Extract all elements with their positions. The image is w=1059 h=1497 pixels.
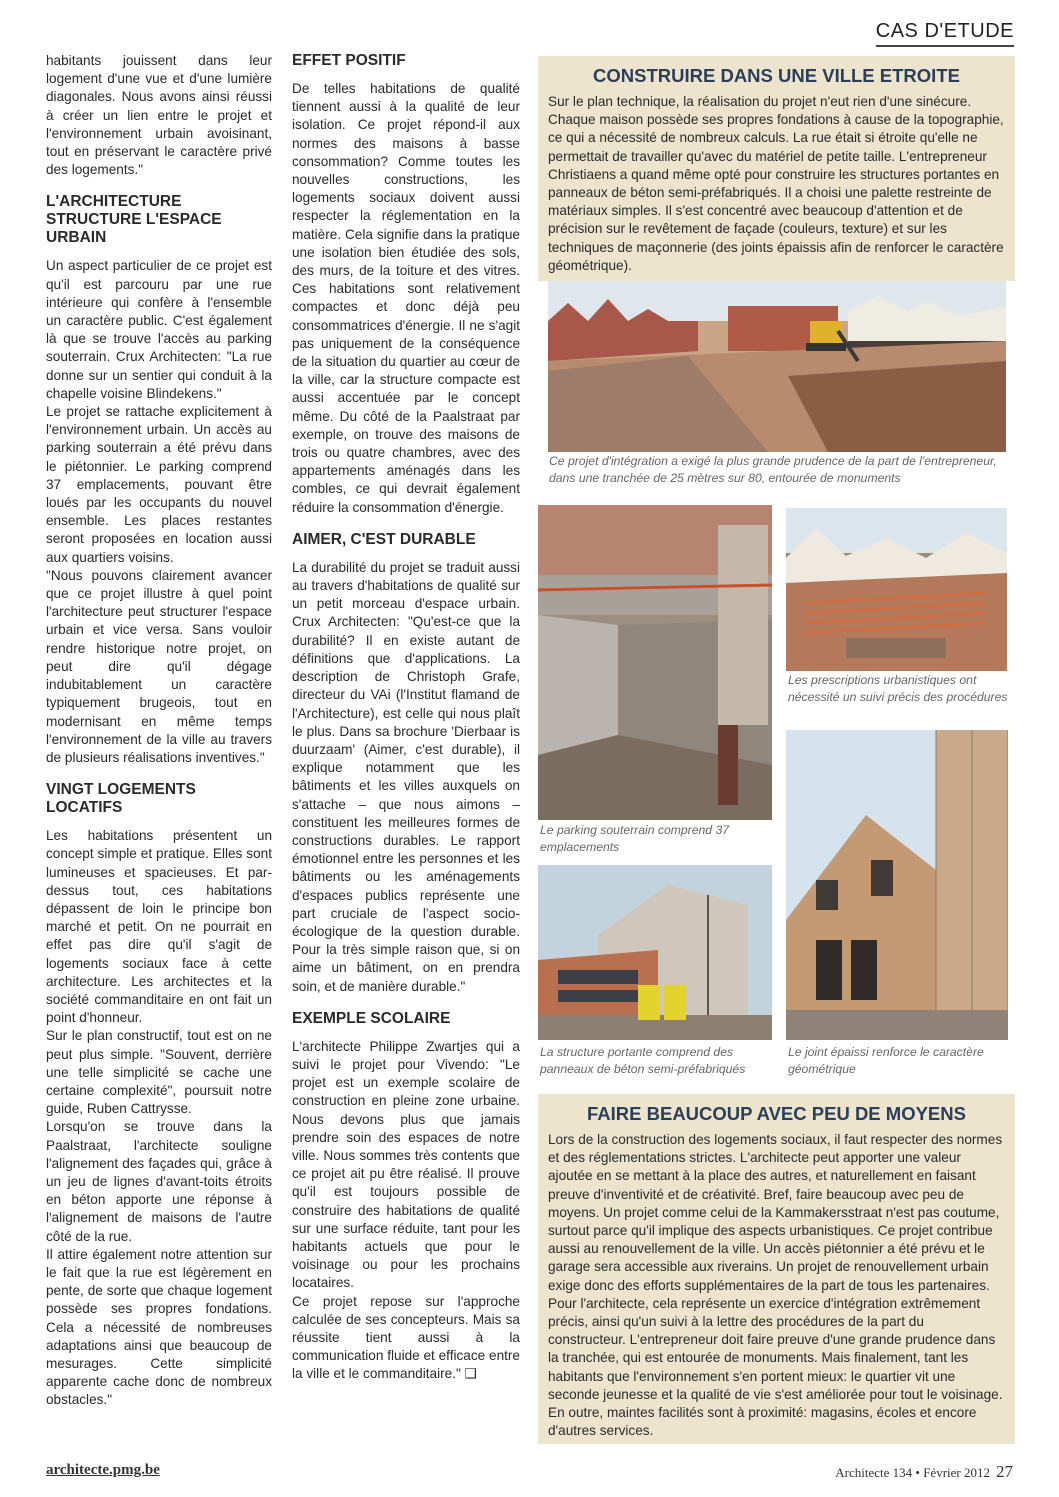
section-heading: EXEMPLE SCOLAIRE (292, 1009, 451, 1027)
article-column-1 (46, 52, 272, 1410)
box-title: FAIRE BEAUCOUP AVEC PEU DE MOYENS (587, 1103, 966, 1124)
paragraph: L'architecte Philippe Zwartjes qui a suivi le projet pour Vivendo: "Le projet est un exemple scolaire de construction en pleine zone urbaine. Nous devons plus que jamais prendre soin des espaces de notre ville. Nous sommes très contents que ce projet ait pu être réalisé. Il prouve qu'il est toujours possible de construire des habitations de qualité sur une surface réduite, tant pour les habitants actuels que pour le voisinage ou pour les prochains locataires. (292, 1038, 520, 1291)
photo-caption: Le joint épaissi renforce le caractère géométrique (788, 1045, 984, 1076)
page-footer (835, 1462, 1013, 1482)
section-heading: EFFET POSITIF (292, 52, 406, 69)
box-title: CONSTRUIRE DANS UNE VILLE ETROITE (593, 65, 960, 86)
paragraph: habitants jouissent dans leur logement d'une vue et d'une lumière diagonales. Nous avons ainsi réussi à créer un lien entre le projet et l'environnement urbain avoisinant, tout en préservant le caractère privé des logements." (46, 53, 272, 178)
paragraph: Sur le plan constructif, tout est on ne peut plus simple. "Souvent, derrière une telle simplicité se cache une certaine complexité", poursuit notre guide, Ruben Cattrysse. (46, 1028, 272, 1117)
parking-photo (538, 505, 772, 820)
paragraph: De telles habitations de qualité tiennent aussi à la qualité de leur isolation. Ce projet répond-il aux normes des maisons à basse consommation? Comme toutes les nouvelles constructions, les logements sociaux doivent aussi respecter la réglementation en la matière. Cela signifie dans la pratique une isolation bien étudiée des sols, des murs, de la toiture et des vitres. Ces habitations sont relativement compactes et donc déjà peu consommatrices d'énergie. Il ne s'agit pas uniquement de la conséquence de la situation du quartier au cœur de la ville, car la structure compacte est aussi accentuée par le concept même. Du côté de la Paalstraat par exemple, on trouve des maisons de trois ou quatre chambres, avec des appartements aménagés dans les combles, ce qui devrait également réduire la consommation d'énergie. (292, 81, 520, 515)
issue-info: Architecte 134 • Février 2012 (835, 1465, 990, 1480)
box-text: Lors de la construction des logements sociaux, il faut respecter des normes et des réglementations strictes. L'architecte peut apporter une valeur ajoutée en se mettant à la place des autres, et naturellement en faisant preuve d'inventivité et de créativité. Bref, faire beaucoup avec peu de moyens. Un projet comme celui de la Kammakersstraat n'est pas coutume, surtout parce qu'il implique des aspects urbanistiques. Ce projet contribue aussi au renouvellement de la ville. Un accès piétonnier a été prévu et le garage sera accessible aux riverains. Un projet de renouvellement urbain exige donc des efforts supplémentaires de la part de tous les partenaires. Pour l'architecte, cela représente un exercice d'intégration extrêmement précis, ainsi qu'un suivi à la lettre des procédures de la part du constructeur. L'entrepreneur doit faire preuve d'une grande prudence dans la tranchée, qui est entourée de monuments. Mais finalement, tant les habitants que l'environnement s'en portent mieux: le quartier vit une seconde jeunesse et la qualité de vie s'est améliorée pour tout le voisinage. En outre, maintes facilités sont à proximité: magasins, écoles et encore d'autres services. (548, 1132, 1003, 1439)
article-column-2 (292, 52, 520, 1384)
prescriptions-photo (786, 508, 1007, 671)
paragraph: Les habitations présentent un concept simple et pratique. Elles sont lumineuses et spacieuses. Et par-dessus tout, ces habitations dépassent de loin le principe bon marché et petit. On ne pourrait en effet pas dire qu'il s'agit de logements sociaux face à cette architecture. Les architectes et la société commanditaire en ont fait un point d'honneur. (46, 828, 272, 1026)
sidebar-box-few-means (538, 1094, 1015, 1444)
section-heading: VINGT LOGEMENTS LOCATIFS (46, 781, 196, 817)
photo-caption: Les prescriptions urbanistiques ont nécessité un suivi précis des procédures (788, 673, 1008, 704)
paragraph: Ce projet repose sur l'approche calculée de ses concepteurs. Mais sa réussite tient aussi à la communication fluide et efficace entre la ville et le commanditaire." ❑ (292, 1293, 520, 1382)
website-link[interactable]: architecte.pmg.be (46, 1462, 160, 1478)
section-heading: L'ARCHITECTURE STRUCTURE L'ESPACE URBAIN (46, 193, 222, 247)
paragraph: La durabilité du projet se traduit aussi au travers d'habitations de qualité sur un petit morceau d'espace urbain. Crux Architecten: "Qu'est-ce que la durabilité? Il en existe autant de définitions que d'applications. La description de Christoph Grafe, directeur du VAi (l'Institut flamand de l'Architecture), est celle qui nous plaît le plus. Dans sa brochure 'Dierbaar is duurzaam' (Aimer, c'est durable), il explique notamment que les bâtiments et les villes auxquels on s'attache – que nous aimons – constituent les meilleures formes de constructions durables. Le rapport émotionnel entre les personnes et les bâtiments ou les aménagements d'espaces publics représente une part cruciale de l'aspect socio-écologique de la question durable. Pour la très simple raison que, si on aime un bâtiment, on en prendra soin, et de manière durable." (292, 559, 520, 994)
paragraph: Le projet se rattache explicitement à l'environnement urbain. Un accès au parking souterrain a été prévu dans le piétonnier. Le parking comprend 37 emplacements, pouvant être loués par les occupants du nouvel ensemble. Les places restantes seront proposées en location aussi aux quartiers voisins. (46, 404, 272, 565)
paragraph: Un aspect particulier de ce projet est qu'il est parcouru par une rue intérieure qui confère à l'ensemble un caractère public. C'est également là que se trouve l'accès au parking souterrain. Crux Architecten: "La rue donne sur un sentier qui conduit à la chapelle voisine Blindekens." (46, 258, 272, 401)
paragraph: "Nous pouvons clairement avancer que ce projet illustre à quel point l'architecture peut structurer l'espace urbain et vice versa. Sans vouloir rendre historique notre projet, on peut dire qu'il dégage indubitablement un caractère typiquement brugeois, tout en modernisant en même temps l'environnement de la ville au travers de plusieurs réalisations inventives." (46, 567, 272, 765)
paragraph: Il attire également notre attention sur le fait que la rue est légèrement en pente, de sorte que chaque logement possède ses propres fondations. Cela a nécessité de nombreuses adaptations ainsi que beaucoup de mesurages. Cette simplicité apparente cache donc de nombreux obstacles." (46, 1246, 272, 1408)
trench-photo (548, 281, 1006, 452)
photo-caption: La structure portante comprend des panneaux de béton semi-préfabriqués (540, 1045, 746, 1076)
joint-photo (786, 730, 1008, 1040)
sidebar-box-narrow-city (538, 56, 1015, 281)
structure-photo (538, 865, 772, 1040)
photo-caption: Ce projet d'intégration a exigé la plus grande prudence de la part de l'entrepreneur, dans une tranchée de 25 mètres sur 80, entourée de monuments (549, 454, 997, 485)
section-tag: CAS D'ETUDE (876, 20, 1014, 47)
paragraph: Lorsqu'on se trouve dans la Paalstraat, l'architecte souligne l'alignement des façades qui, grâce à un jeu de lignes d'avant-toits étroits en béton apporte une réponse à l'alignement de maisons de l'autre côté de la rue. (46, 1119, 272, 1244)
box-text: Sur le plan technique, la réalisation du projet n'eut rien d'une sinécure. Chaque maison possède ses propres fondations à cause de la topographie, ce qui a nécessité de nombreux calculs. La rue était si étroite qu'elle ne permettait de travailler qu'avec du matériel de petite taille. L'entrepreneur Christiaens a quand même opté pour construire les structures portantes en panneaux de béton semi-préfabriqués. Il a choisi une palette restreinte de matériaux simples. Il s'est concentré avec beaucoup d'attention et de précision sur le revêtement de façade (couleurs, texture) et sur les techniques de maçonnerie (des joints épaissis afin de renforcer le caractère géométrique). (548, 94, 1004, 273)
page-number: 27 (996, 1462, 1013, 1481)
photo-caption: Le parking souterrain comprend 37 emplacements (540, 823, 730, 854)
section-heading: AIMER, C'EST DURABLE (292, 530, 476, 548)
